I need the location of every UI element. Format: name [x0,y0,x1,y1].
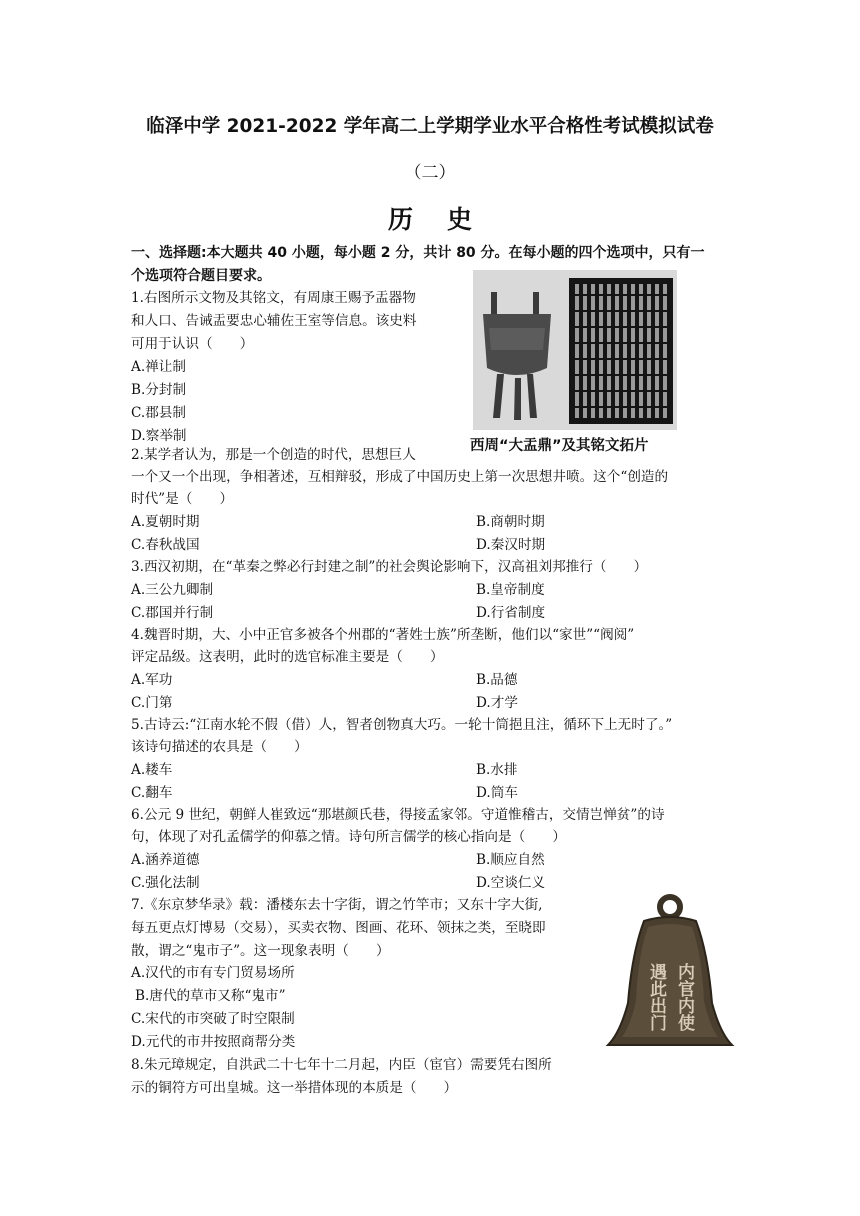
question-7-option-b: B.唐代的草市又称“鬼市” [135,988,286,1004]
question-6-option-a: A.涵养道德 [131,852,200,868]
question-6-option-b: B.顺应自然 [476,852,545,868]
question-4-text: 4.魏晋时期，大、小中正官多被各个州郡的“著姓士族”所垄断，他们以“家世”“阀阅” [131,627,635,643]
question-2-option-b: B.商朝时期 [476,514,545,530]
question-1-text: 可用于认识（ ） [131,336,254,352]
question-7-option-c: C.宋代的市突破了时空限制 [131,1011,295,1027]
question-3-option-c: C.郡国并行制 [131,605,214,621]
question-4-option-c: C.门第 [131,695,173,711]
question-6-text: 6.公元 9 世纪，朝鲜人崔致远“那堪颜氏巷，得接孟家邻。守道惟稽古，交情岂惮贫”的诗 [131,807,665,823]
question-6-option-d: D.空谈仁义 [476,875,546,891]
question-7-option-d: D.元代的市井按照商帮分类 [131,1034,296,1050]
question-4-option-d: D.才学 [476,695,518,711]
exam-title: 临泽中学 2021-2022 学年高二上学期学业水平合格性考试模拟试卷 [146,116,714,137]
question-4-option-a: A.军功 [131,672,173,688]
question-1-option-d: D.察举制 [131,428,187,444]
question-1-text: 和人口、告诫盂要忠心辅佐王室等信息。该史料 [131,313,417,329]
question-2-text: 一个又一个出现，争相著述，互相辩驳，形成了中国历史上第一次思想井喷。这个“创造的 [131,469,669,485]
question-2-option-d: D.秦汉时期 [476,537,546,553]
question-6-option-c: C.强化法制 [131,875,200,891]
question-5-option-c: C.翻车 [131,785,173,801]
question-7-text: 每五更点灯博易（交易），买卖衣物、图画、花环、领抹之类，至晓即 [131,920,546,936]
section-heading-cont: 个选项符合题目要求。 [131,268,271,284]
question-4-option-b: B.品德 [476,672,518,688]
token-inscription-left: 遇此出门 [646,963,666,1031]
question-1-text: 1.右图所示文物及其铭文，有周康王赐予盂器物 [131,290,416,306]
figure-caption: 西周“大盂鼎”及其铭文拓片 [470,438,649,454]
question-2-text: 时代”是（ ） [131,491,234,507]
question-8-text: 8.朱元璋规定，自洪武二十七年十二月起，内臣（宦官）需要凭右图所 [131,1057,552,1073]
question-5-text: 5.古诗云:“江南水轮不假（借）人，智者创物真大巧。一轮十筒挹且注，循环下上无时了。” [131,717,673,733]
exam-subtitle: （二） [404,163,456,183]
question-5-text: 该诗句描述的农具是（ ） [131,739,308,755]
token-inscription-right: 内官内使 [674,963,694,1031]
question-1-option-a: A.禅让制 [131,359,186,375]
token-loop [660,897,680,917]
question-7-option-a: A.汉代的市有专门贸易场所 [131,965,295,981]
question-5-option-b: B.水排 [476,762,518,778]
question-5-option-a: A.耧车 [131,762,173,778]
question-2-option-c: C.春秋战国 [131,537,200,553]
section-heading: 一、选择题:本大题共 40 小题，每小题 2 分，共计 80 分。在每小题的四个选项中，只有一 [131,245,705,261]
question-1-option-c: C.郡县制 [131,405,187,421]
question-3-text: 3.西汉初期，在“革秦之弊必行封建之制”的社会舆论影响下，汉高祖刘邦推行（ ） [131,559,648,575]
question-2-text: 2.某学者认为，那是一个创造的时代，思想巨人 [131,447,416,463]
question-8-text: 示的铜符方可出皇城。这一举措体现的本质是（ ） [131,1080,458,1096]
da-yu-ding-figure [473,270,677,430]
question-6-text: 句，体现了对孔孟儒学的仰慕之情。诗句所言儒学的核心指向是（ ） [131,829,566,845]
question-3-option-b: B.皇帝制度 [476,582,545,598]
question-5-option-d: D.筒车 [476,785,518,801]
question-7-text: 7.《东京梦华录》载：潘楼东去十字街，谓之竹竿市；又东十字大街, [131,897,543,913]
question-3-option-a: A.三公九卿制 [131,582,214,598]
question-4-text: 评定品级。这表明，此时的选官标准主要是（ ） [131,649,444,665]
question-3-option-d: D.行省制度 [476,605,546,621]
bronze-token-figure [604,893,736,1053]
question-2-option-a: A.夏朝时期 [131,514,200,530]
question-7-text: 散，谓之“鬼市子”。这一现象表明（ ） [131,943,390,959]
subject-title: 历史 [387,205,506,234]
question-1-option-b: B.分封制 [131,382,187,398]
